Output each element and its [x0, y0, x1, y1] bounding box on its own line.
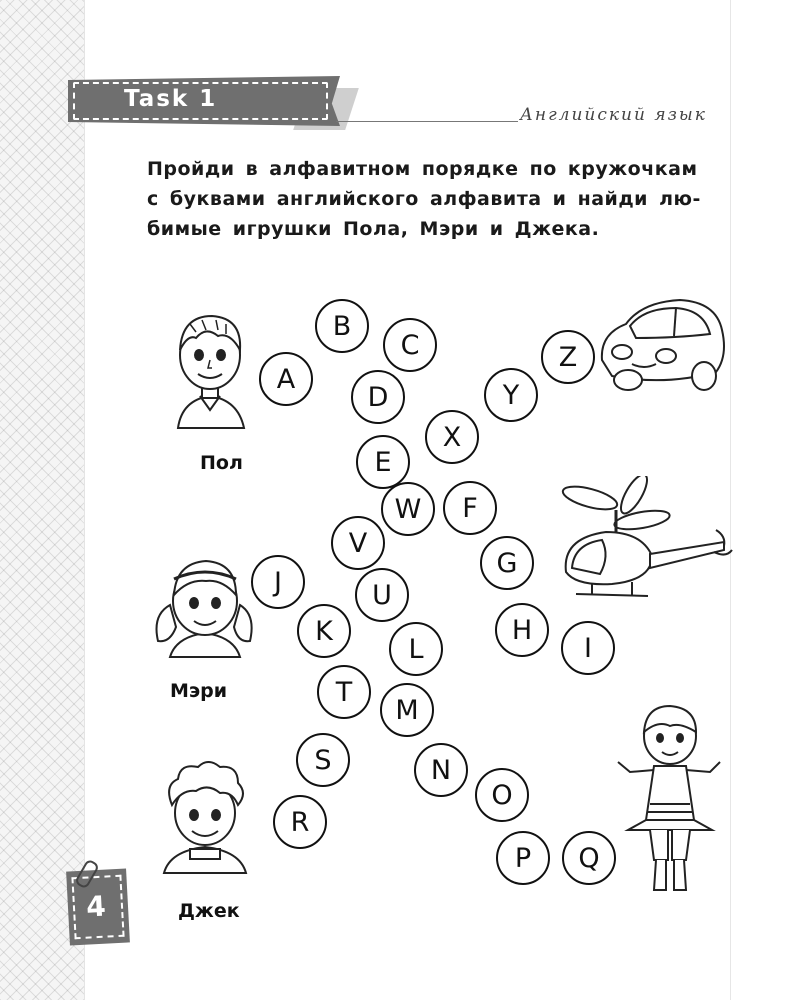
letter-circle-e: E: [356, 435, 410, 489]
letter-circle-u: U: [355, 568, 409, 622]
page-number: 4: [85, 889, 107, 924]
child-name-mary: Мэри: [170, 680, 228, 702]
toy-helicopter-illustration: [556, 476, 740, 612]
letter-circle-t: T: [317, 665, 371, 719]
letter-circle-o: O: [475, 768, 529, 822]
letter-circle-c: C: [383, 318, 437, 372]
letter-circle-m: M: [380, 683, 434, 737]
letter-circle-y: Y: [484, 368, 538, 422]
letter-circle-w: W: [381, 482, 435, 536]
letter-circle-n: N: [414, 743, 468, 797]
letter-circle-p: P: [496, 831, 550, 885]
child-name-paul: Пол: [200, 452, 243, 474]
boy-jack-illustration: [150, 755, 260, 875]
letter-circle-d: D: [351, 370, 405, 424]
letter-circle-r: R: [273, 795, 327, 849]
letter-circle-f: F: [443, 481, 497, 535]
task-instructions: [147, 154, 730, 244]
letter-circle-s: S: [296, 733, 350, 787]
letter-circle-g: G: [480, 536, 534, 590]
letter-circle-l: L: [389, 622, 443, 676]
subject-divider: [336, 121, 518, 122]
page-margin-pattern: [0, 0, 85, 1000]
letter-circle-z: Z: [541, 330, 595, 384]
letter-circle-x: X: [425, 410, 479, 464]
letter-circle-k: K: [297, 604, 351, 658]
subject-label: Английский язык: [520, 105, 707, 125]
letter-circle-i: I: [561, 621, 615, 675]
letter-circle-q: Q: [562, 831, 616, 885]
child-name-jack: Джек: [178, 900, 240, 922]
instruction-line: бимые игрушки Пола, Мэри и Джека.: [147, 218, 600, 240]
task-title: Task 1: [124, 86, 218, 112]
instruction-line: Пройди в алфавитном порядке по кружочкам: [147, 158, 698, 180]
girl-mary-illustration: [150, 545, 260, 660]
toy-doll-illustration: [610, 700, 730, 900]
letter-circle-v: V: [331, 516, 385, 570]
letter-circle-h: H: [495, 603, 549, 657]
letter-circle-j: J: [251, 555, 305, 609]
boy-paul-illustration: [160, 300, 260, 430]
letter-circle-a: A: [259, 352, 313, 406]
toy-car-illustration: [596, 294, 730, 398]
instruction-line: с буквами английского алфавита и найди лю-: [147, 188, 701, 210]
letter-circle-b: B: [315, 299, 369, 353]
